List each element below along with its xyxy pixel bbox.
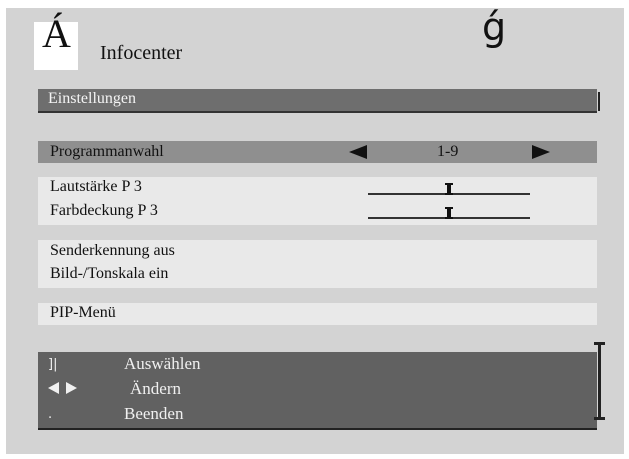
change-help-label: Ändern — [130, 379, 181, 398]
app-title: Infocenter — [100, 42, 183, 64]
pip-menu-label: PIP-Menü — [50, 304, 116, 321]
select-key-icon: ]| — [48, 357, 58, 372]
corner-glyph-icon: ǵ — [482, 5, 507, 49]
arrow-left-icon — [48, 382, 59, 394]
option-settings-group — [38, 240, 597, 288]
program-selection-row[interactable] — [38, 141, 597, 163]
arrow-left-icon[interactable] — [349, 145, 367, 159]
exit-key-icon: . — [48, 407, 53, 422]
volume-slider-thumb[interactable] — [447, 183, 451, 195]
program-selection-label: Programmanwahl — [50, 143, 164, 160]
logo-icon: Á — [42, 11, 71, 56]
help-scroll-marker — [598, 342, 601, 420]
program-selection-value: 1-9 — [437, 143, 459, 160]
channel-id-option[interactable]: Senderkennung aus — [50, 242, 175, 259]
exit-help-label: Beenden — [124, 404, 184, 423]
select-help-label: Auswählen — [124, 354, 201, 373]
arrow-right-icon — [66, 382, 77, 394]
picture-sound-scale-option[interactable]: Bild-/Tonskala ein — [50, 265, 169, 282]
settings-header — [38, 89, 597, 113]
arrow-right-icon[interactable] — [532, 145, 550, 159]
key-help-panel — [38, 352, 597, 430]
pip-menu-item[interactable] — [38, 303, 597, 325]
color-saturation-label: Farbdeckung P 3 — [50, 202, 158, 219]
color-saturation-slider-thumb[interactable] — [447, 207, 451, 219]
settings-header-label: Einstellungen — [48, 90, 136, 107]
slider-settings-group — [38, 177, 597, 225]
volume-label: Lautstärke P 3 — [50, 178, 142, 195]
header-scroll-marker — [598, 92, 600, 111]
